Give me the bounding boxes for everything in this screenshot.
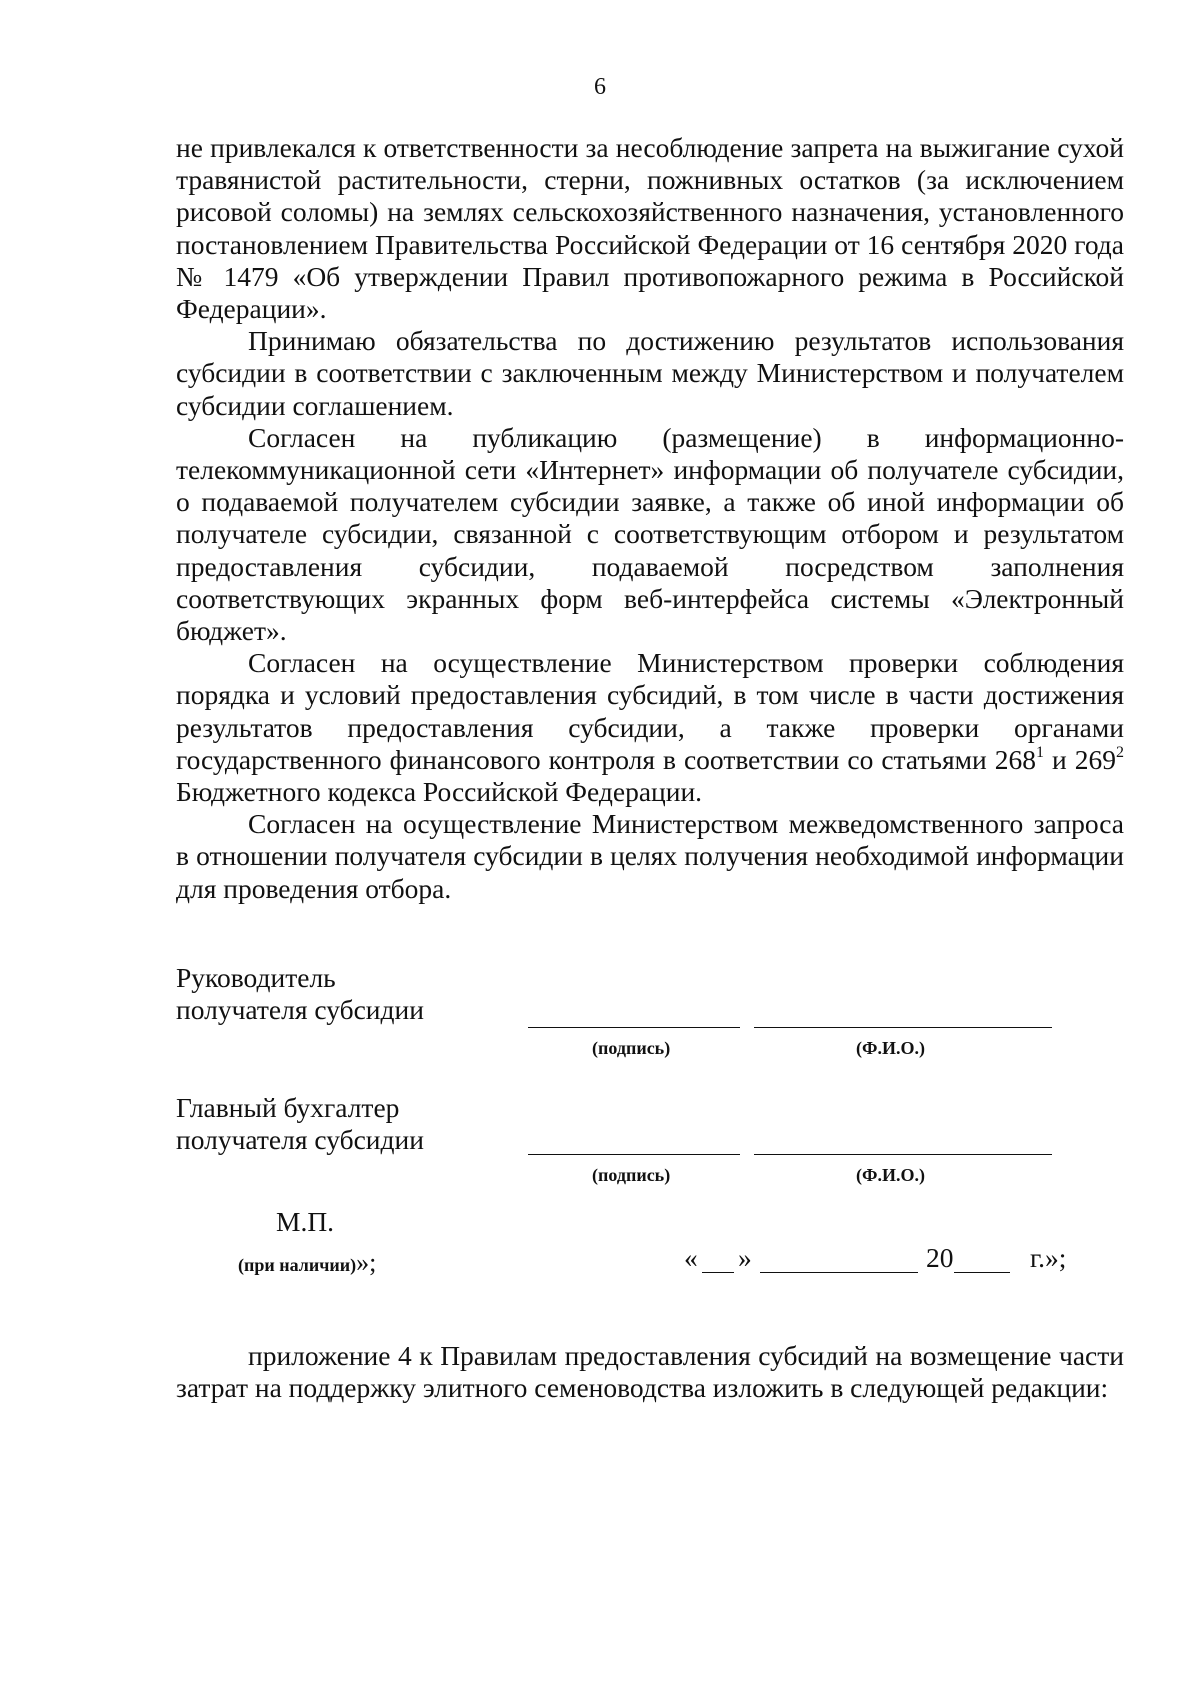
accountant-signature-label [176, 1092, 424, 1156]
paragraph-obligations: Принимаю обязательства по достижению результатов использования субсидии в соответствии с заключенным между Министерством и получателем субсидии соглашением. [176, 325, 1124, 421]
accountant-signature-line [528, 1154, 740, 1155]
head-signature-caption: (подпись) [592, 1038, 671, 1058]
accountant-name-line [754, 1154, 1052, 1155]
head-label-line1: Руководитель [176, 962, 336, 993]
date-open-quote: « [684, 1242, 698, 1273]
accountant-name-caption: (Ф.И.О.) [856, 1165, 925, 1185]
inspection-text-after: Бюджетного кодекса Российской Федерации. [176, 776, 703, 808]
paragraph-inspection-consent [176, 647, 1124, 808]
head-name-line [754, 1027, 1052, 1028]
stamp-note [238, 1248, 376, 1278]
date-year-line [954, 1272, 1010, 1273]
final-text [176, 1340, 1124, 1404]
date-year-suffix: г.»; [1030, 1242, 1067, 1273]
stamp-note-text: (при наличии) [238, 1255, 357, 1275]
head-signature-label [176, 962, 424, 1026]
date-month-line [760, 1272, 918, 1273]
head-signature-line [528, 1027, 740, 1028]
paragraph-appendix-amendment: приложение 4 к Правилам предоставления субсидий на возмещение части затрат на поддержку элитного семеноводства изложить в следующей редакции: [176, 1340, 1124, 1404]
paragraph-continuation: не привлекался к ответственности за несоблюдение запрета на выжигание сухой травянистой растительности, стерни, пожнивных остатков (за исключением рисовой соломы) на землях сельскохозяйственного назначения, установленного постановлением Правительства Российской Федерации от 16 сентября 2020 года № 1479 «Об утверждении Правил противопожарного режима в Российской Федерации». [176, 132, 1124, 325]
stamp-note-tail: »; [356, 1248, 377, 1277]
accountant-signature-caption: (подпись) [592, 1165, 671, 1185]
accountant-label-line1: Главный бухгалтер [176, 1092, 400, 1123]
date-day-line [702, 1272, 734, 1273]
head-label-line2: получателя субсидии [176, 994, 424, 1025]
paragraph-publication-consent: Согласен на публикацию (размещение) в информационно-телекоммуникационной сети «Интернет» информации об получателе субсидии, о подаваемой получателем субсидии заявке, а также об иной информации об получателе субсидии, связанной с соответствующим отбором и результатом предоставления субсидии, подаваемой посредством заполнения соответствующих экранных форм веб-интерфейса системы «Электронный бюджет». [176, 421, 1124, 647]
head-name-caption: (Ф.И.О.) [856, 1038, 925, 1058]
date-close-quote: » [738, 1242, 752, 1273]
inspection-text-before: Согласен на осуществление Министерством проверки соблюдения порядка и условий предоставления субсидий, в том числе в части достижения результатов предоставления субсидии, а также проверки органами государственного финансового контроля в соответствии со статьями 268 [176, 647, 1124, 775]
inspection-text-middle: и 269 [1044, 743, 1116, 775]
paragraph-interagency-consent: Согласен на осуществление Министерством межведомственного запроса в отношении получателя субсидии в целях получения необходимой информации для проведения отбора. [176, 808, 1124, 904]
stamp-label: М.П. [276, 1206, 335, 1237]
accountant-label-line2: получателя субсидии [176, 1124, 424, 1155]
body-text [176, 132, 1124, 905]
footnote-sup-1: 1 [1036, 743, 1044, 761]
date-year-prefix: 20 [926, 1242, 954, 1273]
footnote-sup-2: 2 [1116, 743, 1124, 761]
page-number: 6 [594, 74, 606, 100]
